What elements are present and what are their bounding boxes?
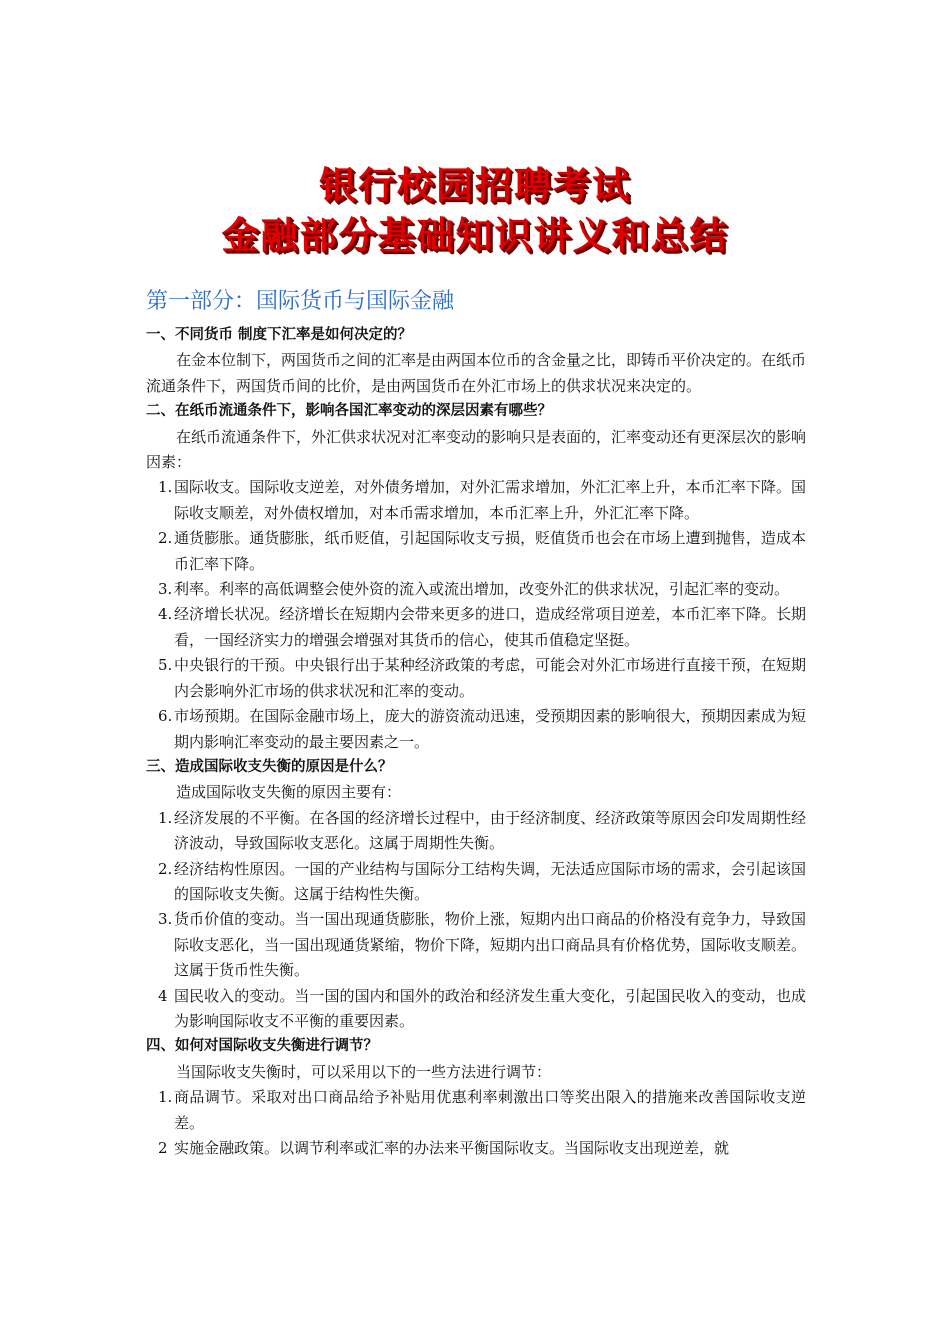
list-item [146,475,806,526]
list-item [146,1085,806,1136]
list-item-text: 国际收支。国际收支逆差，对外债务增加，对外汇需求增加，外汇汇率上升，本币汇率下降。国际收支顺差，对外债权增加，对本币需求增加，本币汇率上升，外汇汇率下降。 [174,478,806,522]
document-title-line-2: 金融部分基础知识讲义和总结 [221,214,729,257]
section-1 [146,323,806,399]
list-item-text: 利率。利率的高低调整会使外资的流入或流出增加，改变外汇的供求状况，引起汇率的变动。 [174,580,790,599]
section-2 [146,399,806,755]
section-intro: 造成国际收支失衡的原因主要有： [176,783,402,802]
list-item-text: 经济结构性原因。一国的产业结构与国际分工结构失调，无法适应国际市场的需求，会引起该国的国际收支失衡。这属于结构性失衡。 [174,859,806,903]
list-item-text: 国民收入的变动。当一国的国内和国外的政治和经济发生重大变化，引起国民收入的变动，也成为影响国际收支不平衡的重要因素。 [174,986,806,1030]
list-item-number: 1. [158,1088,173,1107]
list-item-number: 4. [158,605,173,624]
section-heading: 三、造成国际收支失衡的原因是什么？ [146,758,393,775]
list-item-number: 2. [158,859,173,878]
list-item-number: 1. [158,478,173,497]
list-item [146,704,806,755]
list-item [146,602,806,653]
list-item-number: 3. [158,910,173,929]
list-item [146,526,806,577]
part-heading: 第一部分：国际货币与国际金融 [146,289,455,314]
list-item-number: 5. [158,656,173,675]
list-item-number: 6. [158,707,173,726]
list-item-number: 2. [158,529,173,548]
list-item-text: 经济增长状况。经济增长在短期内会带来更多的进口，造成经常项目逆差，本币汇率下降。长期看，一国经济实力的增强会增强对其货币的信心，使其币值稳定坚挺。 [174,605,806,649]
document-title-line-1: 银行校园招聘考试 [319,164,631,207]
list-item-text: 市场预期。在国际金融市场上，庞大的游资流动迅速，受预期因素的影响很大，预期因素成为短期内影响汇率变动的最主要因素之一。 [174,707,806,751]
section-heading: 四、如何对国际收支失衡进行调节？ [146,1038,378,1055]
list-item [146,907,806,983]
list-item [146,984,806,1035]
list-item [146,1136,806,1161]
list-item-text: 通货膨胀。通货膨胀，纸币贬值，引起国际收支亏损，贬值货币也会在市场上遭到抛售，造成本币汇率下降。 [174,529,806,573]
section-intro: 在金本位制下，两国货币之间的汇率是由两国本位币的含金量之比，即铸币平价决定的。在纸币流通条件下，两国货币间的比价，是由两国货币在外汇市场上的供求状况来决定的。 [146,351,807,395]
list-item-text: 货币价值的变动。当一国出现通货膨胀，物价上涨，短期内出口商品的价格没有竞争力，导致国际收支恶化，当一国出现通货紧缩，物价下降，短期内出口商品具有价格优势，国际收支顺差。这属于货币性失衡。 [174,910,806,980]
list-item-text: 中央银行的干预。中央银行出于某种经济政策的考虑，可能会对外汇市场进行直接干预，在短期内会影响外汇市场的供求状况和汇率的变动。 [174,656,806,700]
section-intro: 在纸币流通条件下，外汇供求状况对汇率变动的影响只是表面的，汇率变动还有更深层次的影响因素： [146,427,807,472]
section-3 [146,755,806,1034]
document-body [146,323,806,1161]
list-item [146,577,806,602]
list-item-number: 3. [158,580,173,599]
list-item-text: 商品调节。采取对出口商品给予补贴用优惠利率刺激出口等奖出限入的措施来改善国际收支逆差。 [174,1088,806,1132]
list-item-text: 实施金融政策。以调节利率或汇率的办法来平衡国际收支。当国际收支出现逆差，就 [174,1139,730,1157]
list-item [146,806,806,857]
list-item-number: 1. [158,808,173,827]
list-item [146,653,806,704]
section-heading: 一、不同货币 制度下汇率是如何决定的？ [146,327,413,343]
list-item [146,857,806,908]
list-item-number: 4 [158,986,168,1005]
section-heading: 二、在纸币流通条件下，影响各国汇率变动的深层因素有哪些？ [146,403,552,420]
section-4 [146,1034,806,1161]
section-intro: 当国际收支失衡时，可以采用以下的一些方法进行调节： [176,1062,552,1081]
list-item-number: 2 [158,1139,168,1157]
list-item-text: 经济发展的不平衡。在各国的经济增长过程中，由于经济制度、经济政策等原因会印发周期性经济波动，导致国际收支恶化。这属于周期性失衡。 [174,808,806,853]
